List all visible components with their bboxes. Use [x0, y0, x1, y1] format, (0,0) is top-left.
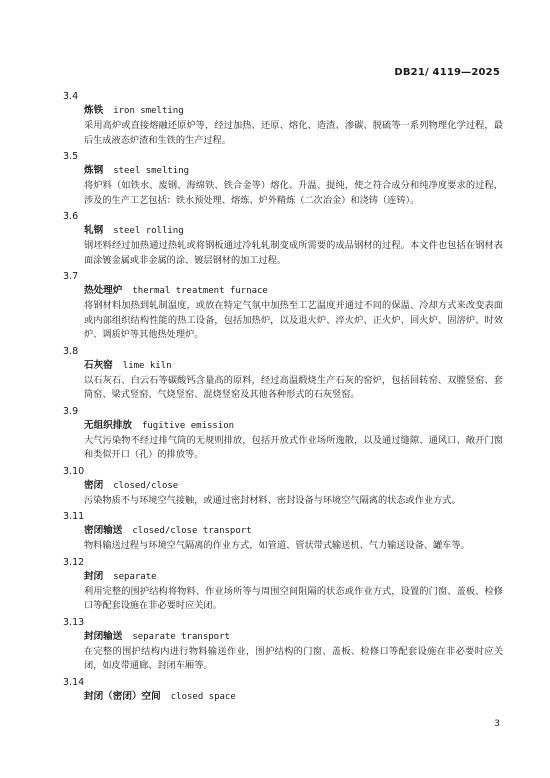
term-list	[63, 90, 503, 704]
term-title	[63, 284, 503, 298]
term-title	[63, 359, 503, 373]
term-entry	[63, 556, 503, 614]
term-definition: 以石灰石、白云石等碳酸钙含量高的原料，经过高温煅烧生产石灰的窑炉，包括回转窑、双膛竖窑、套筒窑、梁式竖窑、气烧竖窑、混烧竖窑及其他各种形式的石灰竖窑。	[84, 374, 503, 400]
term-en: fugitive emission	[141, 420, 235, 431]
term-definition: 污染物质不与环境空气接触，或通过密封材料、密封设备与环境空气隔离的状态或作业方式。	[84, 494, 461, 506]
term-en: separate transport	[132, 631, 230, 642]
clause-number: 3.4	[63, 91, 79, 102]
term-entry	[63, 210, 503, 268]
term-title	[63, 630, 503, 644]
term-entry	[63, 510, 503, 554]
term-entry	[63, 90, 503, 148]
term-zh: 封闭	[84, 570, 104, 582]
term-definition: 大气污染物不经过排气筒的无规则排放，包括开放式作业场所逸散，以及通过缝隙、通风口、敞开门窗和类似开口（孔）的排放等。	[84, 434, 503, 460]
page-number: 3	[494, 719, 500, 729]
term-entry	[63, 616, 503, 674]
clause-number: 3.12	[63, 556, 85, 568]
term-definition: 在完整的围护结构内进行物料输送作业，围护结构的门窗、盖板、检修口等配套设施在非必要时应关闭，如皮带通廊、封闭车厢等。	[84, 645, 503, 671]
term-title	[63, 164, 503, 178]
clause-number: 3.13	[63, 616, 85, 628]
term-title	[63, 524, 503, 538]
term-title	[63, 690, 503, 704]
clause-number: 3.8	[63, 345, 79, 357]
term-entry	[63, 405, 503, 463]
term-en: closed space	[170, 691, 236, 702]
term-zh: 密闭	[84, 479, 104, 491]
term-definition: 物料输送过程与环境空气隔离的作业方式，如管道、管状带式输送机、气力输送设备、罐车等。	[84, 540, 470, 551]
term-zh: 炼钢	[84, 165, 104, 176]
term-en: steel rolling	[113, 226, 184, 236]
term-zh: 封闭（密闭）空间	[84, 690, 161, 702]
term-definition: 将钢材料加热到轧制温度，或放在特定气氛中加热至工艺温度并通过不同的保温、冷却方式来改变表面或内部组织结构性能的热工设备，包括加热炉，以及退火炉、淬火炉、正火炉、回火炉、固溶炉、时效炉、调质炉等其他热处理炉。	[84, 300, 503, 340]
term-zh: 石灰窑	[84, 359, 113, 371]
term-entry	[63, 345, 503, 403]
term-zh: 无组织排放	[84, 419, 132, 431]
term-en: separate	[113, 571, 157, 582]
term-definition: 利用完整的围护结构将物料、作业场所等与周围空间阻隔的状态或作业方式，设置的门窗、盖板、检修口等配套设施在非必要时应关闭。	[84, 585, 503, 611]
clause-number: 3.14	[63, 676, 85, 688]
term-title	[63, 104, 503, 118]
clause-number: 3.5	[63, 151, 79, 162]
clause-number: 3.10	[63, 465, 85, 477]
term-entry	[63, 270, 503, 343]
term-en: closed/close	[113, 480, 179, 491]
term-en: thermal treatment furnace	[132, 286, 268, 296]
term-zh: 炼铁	[84, 105, 104, 116]
term-entry	[63, 150, 503, 208]
clause-number: 3.9	[63, 405, 79, 417]
term-entry	[63, 465, 503, 509]
term-entry	[63, 676, 503, 704]
term-definition: 钢坯料经过加热通过热轧或将钢板通过冷轧轧制变成所需要的成品钢材的过程。本文件也包括在钢材表面涂镀金属或非金属的涂、镀层钢材的加工过程。	[84, 240, 503, 266]
clause-number: 3.11	[63, 511, 85, 522]
term-zh: 封闭输送	[84, 630, 123, 642]
term-zh: 轧钢	[84, 225, 104, 236]
term-title	[63, 570, 503, 584]
term-en: lime kiln	[122, 360, 172, 371]
term-definition: 将炉料（如铁水、废钢、海绵铁、铁合金等）熔化、升温、提纯，使之符合成分和纯净度要求的过程，涉及的生产工艺包括：铁水预处理、熔炼、炉外精炼（二次冶金）和浇铸（连铸）。	[84, 180, 503, 206]
term-title	[63, 224, 503, 238]
clause-number: 3.6	[63, 211, 79, 222]
term-en: iron smelting	[113, 106, 184, 116]
term-zh: 热处理炉	[84, 285, 123, 296]
term-title	[63, 419, 503, 433]
term-en: steel smelting	[113, 166, 190, 176]
term-en: closed/close transport	[132, 526, 252, 536]
term-zh: 密闭输送	[84, 525, 123, 536]
document-code: DB21/ 4119—2025	[394, 67, 500, 78]
clause-number: 3.7	[63, 271, 79, 282]
term-title	[63, 479, 503, 493]
term-definition: 采用高炉或直接熔融还原炉等，经过加热、还原、熔化、造渣、渗碳、脱硫等一系列物理化学过程，最后生成液态炉渣和生铁的生产过程。	[84, 120, 503, 146]
